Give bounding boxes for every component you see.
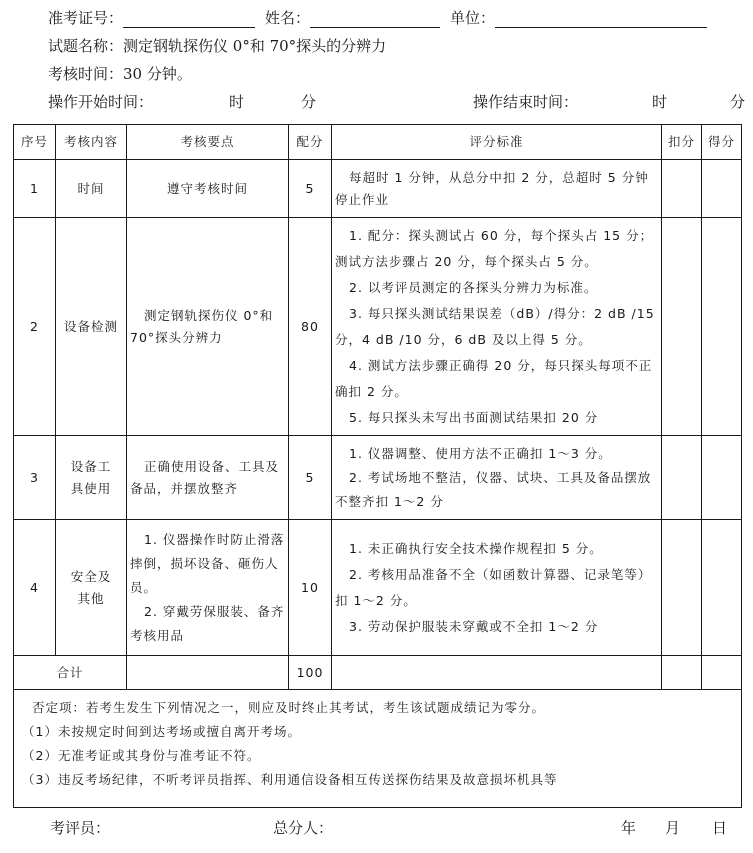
row-points: [127, 520, 289, 656]
row-number: 1: [14, 160, 56, 218]
ticket-number-label: 准考证号：: [48, 9, 124, 27]
note-line: （3）违反考场纪律，不听考评员指挥、利用通信设备相互传送探伤结果及故意损坏机具等: [22, 772, 558, 787]
note-line: （1）未按规定时间到达考场或擅自离开考场。: [22, 724, 301, 739]
row-content: 设备检测: [56, 218, 127, 436]
criteria-line: 2. 考试场地不整洁，仪器、试块、工具及备品摆放不整齐扣 1～2 分: [335, 469, 652, 509]
col-header-content: 考核内容: [56, 125, 127, 160]
points-line: 正确使用设备、工具及备品，并摆放整齐: [130, 458, 280, 496]
col-header-points: 考核要点: [127, 125, 289, 160]
table-header-row: [14, 125, 742, 160]
row-content: 安全及其他: [56, 520, 127, 656]
start-time-label: 操作开始时间：: [48, 93, 154, 111]
name-field[interactable]: [310, 11, 440, 28]
row-points: [127, 218, 289, 436]
points-line: 2. 穿戴劳保服装、备齐考核用品: [130, 603, 285, 643]
end-hour-label: 时: [652, 93, 668, 111]
exam-duration: 考核时间：30 分钟。: [48, 65, 192, 83]
obtained-cell[interactable]: [702, 218, 742, 436]
name-label: 姓名：: [265, 9, 311, 27]
col-header-no: 序号: [14, 125, 56, 160]
criteria-line: 4. 测试方法步骤正确得 20 分，每只探头每项不正确扣 2 分。: [335, 357, 653, 399]
points-line: 测定钢轨探伤仪 0°和 70°探头分辨力: [130, 307, 274, 345]
row-points: 遵守考核时间: [127, 160, 289, 218]
criteria-line: 2. 考核用品准备不全（如函数计算器、记录笔等）扣 1～2 分。: [335, 566, 652, 608]
unit-label: 单位：: [450, 9, 496, 27]
table-row: [14, 520, 742, 656]
month-label: 月: [665, 819, 681, 837]
row-score: 10: [289, 520, 332, 656]
note-line: （2）无准考证或其身份与准考证不符。: [22, 748, 261, 763]
total-label: 合计: [14, 656, 127, 690]
deduction-cell[interactable]: [662, 218, 702, 436]
table-row: [14, 218, 742, 436]
year-label: 年: [621, 819, 637, 837]
obtained-cell[interactable]: [702, 436, 742, 520]
row-points: [127, 436, 289, 520]
row-number: 3: [14, 436, 56, 520]
deduction-cell[interactable]: [662, 160, 702, 218]
table-row: [14, 160, 742, 218]
unit-field[interactable]: [495, 11, 707, 28]
row-criteria: [332, 520, 662, 656]
start-minute-label: 分: [301, 93, 317, 111]
row-number: 2: [14, 218, 56, 436]
exam-subject: 试题名称：测定钢轨探伤仪 0°和 70°探头的分辨力: [48, 37, 387, 55]
col-header-deduction: 扣分: [662, 125, 702, 160]
criteria-line: 3. 每只探头测试结果误差（dB）/得分：2 dB /15 分，4 dB /10 分，6 dB 及以上得 5 分。: [335, 305, 655, 347]
row-criteria: [332, 436, 662, 520]
criteria-line: 1. 仪器调整、使用方法不正确扣 1～3 分。: [349, 445, 612, 461]
ticket-number-field[interactable]: [123, 11, 255, 28]
row-content: 时间: [56, 160, 127, 218]
total-score: 100: [289, 656, 332, 690]
criteria-line: 2. 以考评员测定的各探头分辨力为标准。: [349, 279, 598, 295]
criteria-line: 1. 未正确执行安全技术操作规程扣 5 分。: [349, 540, 603, 556]
exam-info-line: [48, 8, 717, 28]
row-score: 5: [289, 436, 332, 520]
row-score: 80: [289, 218, 332, 436]
points-line: 1. 仪器操作时防止滑落摔倒，损坏设备、砸伤人员。: [130, 531, 285, 595]
row-number: 4: [14, 520, 56, 656]
total-points-cell: [127, 656, 289, 690]
criteria-line: 3. 劳动保护服装未穿戴或不全扣 1～2 分: [349, 618, 599, 634]
row-content: 设备工具使用: [56, 436, 127, 520]
end-time-label: 操作结束时间：: [473, 93, 579, 111]
row-score: 5: [289, 160, 332, 218]
col-header-obtained: 得分: [702, 125, 742, 160]
day-label: 日: [712, 819, 728, 837]
disqualification-notes: [14, 690, 742, 808]
obtained-cell[interactable]: [702, 160, 742, 218]
examiner-label: 考评员：: [50, 819, 111, 837]
notes-row: [14, 690, 742, 808]
scorer-label: 总分人：: [273, 819, 334, 837]
criteria-line: 1. 配分：探头测试占 60 分，每个探头占 15 分；测试方法步骤占 20 分，每个探头占 5 分。: [335, 227, 654, 269]
total-deduction-cell[interactable]: [662, 656, 702, 690]
deduction-cell[interactable]: [662, 520, 702, 656]
scoring-table: [13, 124, 742, 808]
row-criteria: [332, 218, 662, 436]
criteria-line: 每超时 1 分钟，从总分中扣 2 分，总超时 5 分钟停止作业: [335, 169, 649, 207]
col-header-criteria: 评分标准: [332, 125, 662, 160]
table-row: [14, 436, 742, 520]
note-line: 否定项：若考生发生下列情况之一，则应及时终止其考试，考生该试题成绩记为零分。: [32, 700, 546, 715]
total-row: [14, 656, 742, 690]
deduction-cell[interactable]: [662, 436, 702, 520]
total-criteria-cell: [332, 656, 662, 690]
end-minute-label: 分: [730, 93, 746, 111]
start-hour-label: 时: [229, 93, 245, 111]
criteria-line: 5. 每只探头未写出书面测试结果扣 20 分: [349, 409, 599, 425]
total-obtained-cell[interactable]: [702, 656, 742, 690]
col-header-score: 配分: [289, 125, 332, 160]
row-criteria: [332, 160, 662, 218]
obtained-cell[interactable]: [702, 520, 742, 656]
